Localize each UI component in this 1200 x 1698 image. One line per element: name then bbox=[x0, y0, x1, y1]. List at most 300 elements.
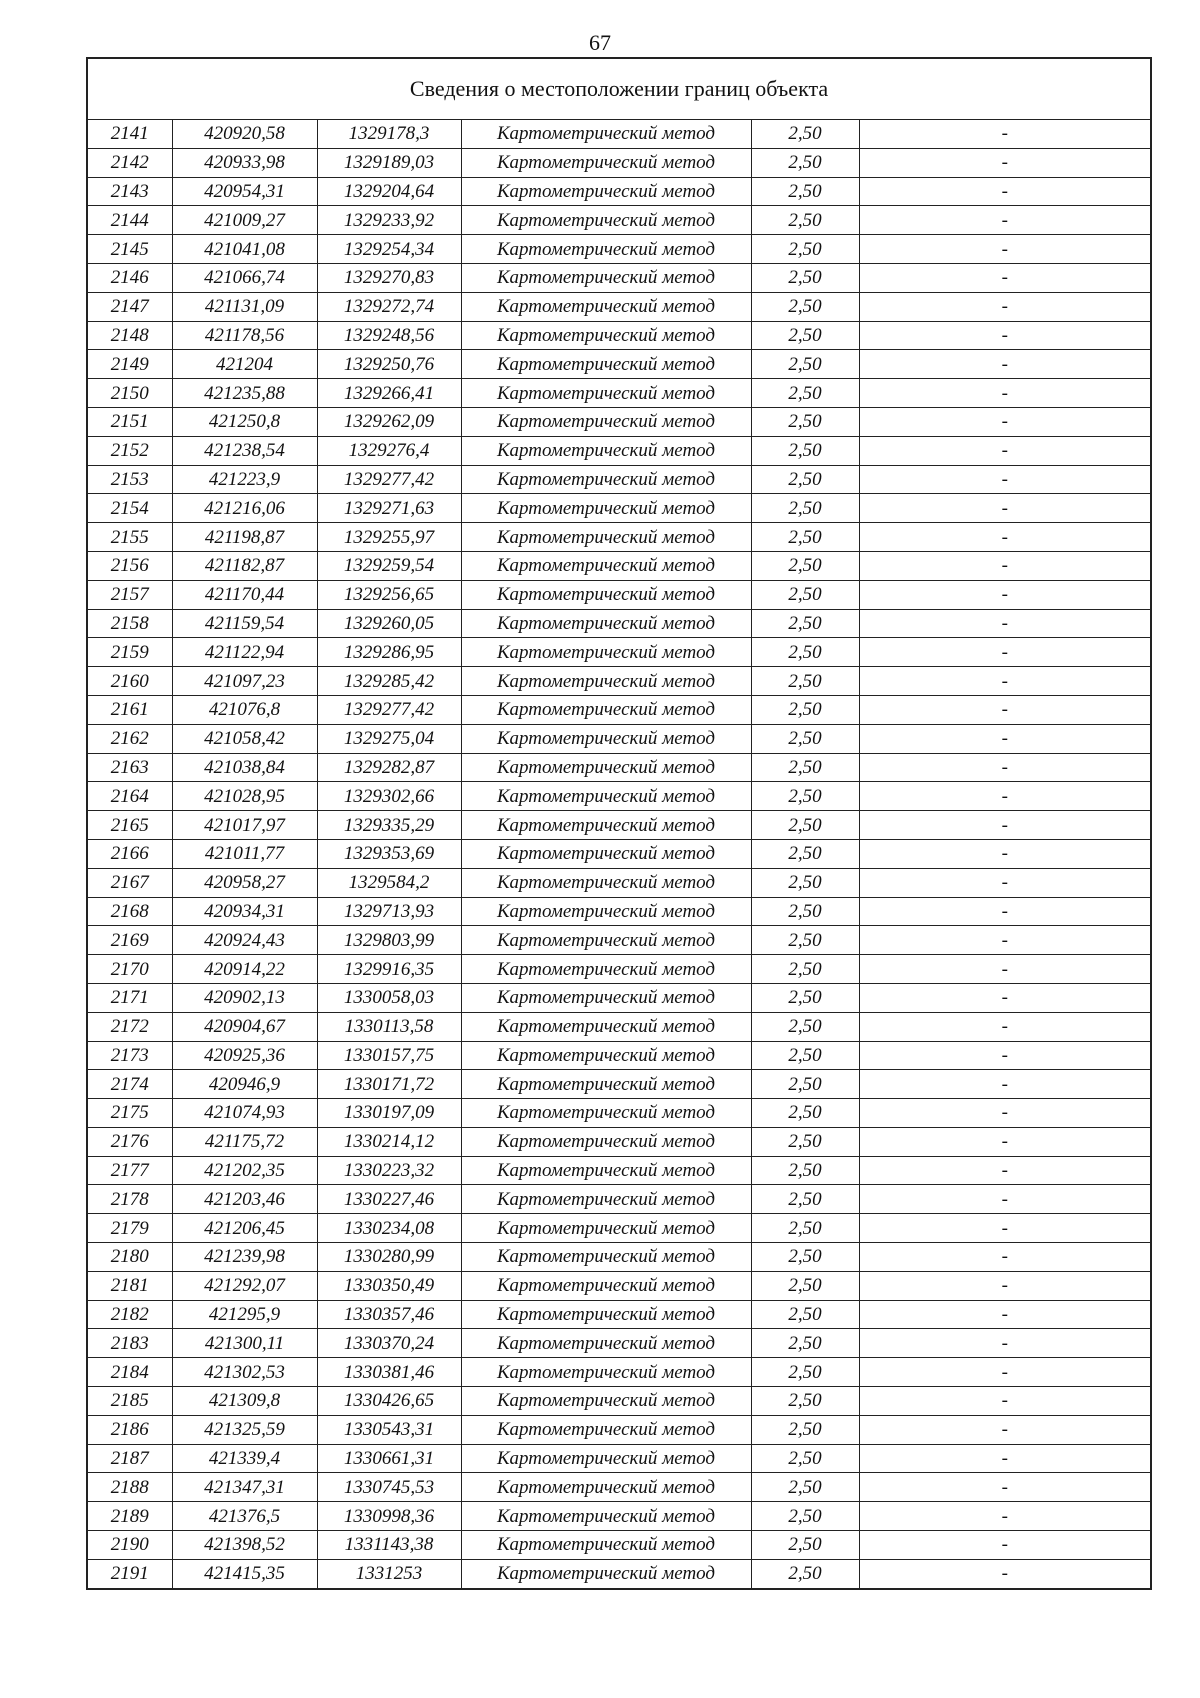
method-cell: Картометрический метод bbox=[461, 206, 751, 235]
table-row bbox=[87, 292, 1151, 321]
point-number-cell: 2143 bbox=[87, 177, 172, 206]
table-row bbox=[87, 1502, 1151, 1531]
y-coordinate-cell: 1329277,42 bbox=[317, 695, 461, 724]
x-coordinate-cell: 421159,54 bbox=[172, 609, 317, 638]
x-coordinate-cell: 421204 bbox=[172, 350, 317, 379]
table-row bbox=[87, 1156, 1151, 1185]
y-coordinate-cell: 1331253 bbox=[317, 1559, 461, 1588]
y-coordinate-cell: 1329260,05 bbox=[317, 609, 461, 638]
description-cell: - bbox=[859, 436, 1151, 465]
method-cell: Картометрический метод bbox=[461, 1300, 751, 1329]
method-cell: Картометрический метод bbox=[461, 580, 751, 609]
x-coordinate-cell: 421292,07 bbox=[172, 1271, 317, 1300]
table-row bbox=[87, 379, 1151, 408]
method-cell: Картометрический метод bbox=[461, 638, 751, 667]
accuracy-cell: 2,50 bbox=[751, 1358, 859, 1387]
method-cell: Картометрический метод bbox=[461, 1012, 751, 1041]
method-cell: Картометрический метод bbox=[461, 494, 751, 523]
table-row bbox=[87, 868, 1151, 897]
accuracy-cell: 2,50 bbox=[751, 724, 859, 753]
y-coordinate-cell: 1329250,76 bbox=[317, 350, 461, 379]
accuracy-cell: 2,50 bbox=[751, 1415, 859, 1444]
method-cell: Картометрический метод bbox=[461, 1127, 751, 1156]
method-cell: Картометрический метод bbox=[461, 1531, 751, 1560]
accuracy-cell: 2,50 bbox=[751, 407, 859, 436]
description-cell: - bbox=[859, 955, 1151, 984]
description-cell: - bbox=[859, 1127, 1151, 1156]
x-coordinate-cell: 421347,31 bbox=[172, 1473, 317, 1502]
y-coordinate-cell: 1330058,03 bbox=[317, 983, 461, 1012]
x-coordinate-cell: 421238,54 bbox=[172, 436, 317, 465]
x-coordinate-cell: 421076,8 bbox=[172, 695, 317, 724]
x-coordinate-cell: 420924,43 bbox=[172, 926, 317, 955]
point-number-cell: 2165 bbox=[87, 811, 172, 840]
y-coordinate-cell: 1329248,56 bbox=[317, 321, 461, 350]
page-number: 67 bbox=[589, 30, 611, 55]
point-number-cell: 2169 bbox=[87, 926, 172, 955]
method-cell: Картометрический метод bbox=[461, 724, 751, 753]
y-coordinate-cell: 1330113,58 bbox=[317, 1012, 461, 1041]
method-cell: Картометрический метод bbox=[461, 926, 751, 955]
table-row bbox=[87, 148, 1151, 177]
x-coordinate-cell: 421325,59 bbox=[172, 1415, 317, 1444]
point-number-cell: 2145 bbox=[87, 235, 172, 264]
y-coordinate-cell: 1330157,75 bbox=[317, 1041, 461, 1070]
y-coordinate-cell: 1330234,08 bbox=[317, 1214, 461, 1243]
method-cell: Картометрический метод bbox=[461, 1214, 751, 1243]
y-coordinate-cell: 1330214,12 bbox=[317, 1127, 461, 1156]
method-cell: Картометрический метод bbox=[461, 1502, 751, 1531]
description-cell: - bbox=[859, 609, 1151, 638]
description-cell: - bbox=[859, 1559, 1151, 1588]
table-row bbox=[87, 1070, 1151, 1099]
point-number-cell: 2142 bbox=[87, 148, 172, 177]
table-row bbox=[87, 1415, 1151, 1444]
y-coordinate-cell: 1330426,65 bbox=[317, 1387, 461, 1416]
y-coordinate-cell: 1329803,99 bbox=[317, 926, 461, 955]
x-coordinate-cell: 421202,35 bbox=[172, 1156, 317, 1185]
method-cell: Картометрический метод bbox=[461, 1559, 751, 1588]
point-number-cell: 2184 bbox=[87, 1358, 172, 1387]
description-cell: - bbox=[859, 638, 1151, 667]
description-cell: - bbox=[859, 897, 1151, 926]
accuracy-cell: 2,50 bbox=[751, 379, 859, 408]
y-coordinate-cell: 1329286,95 bbox=[317, 638, 461, 667]
y-coordinate-cell: 1329277,42 bbox=[317, 465, 461, 494]
accuracy-cell: 2,50 bbox=[751, 1473, 859, 1502]
accuracy-cell: 2,50 bbox=[751, 1502, 859, 1531]
table-row bbox=[87, 1127, 1151, 1156]
x-coordinate-cell: 421250,8 bbox=[172, 407, 317, 436]
y-coordinate-cell: 1330223,32 bbox=[317, 1156, 461, 1185]
accuracy-cell: 2,50 bbox=[751, 811, 859, 840]
description-cell: - bbox=[859, 811, 1151, 840]
description-cell: - bbox=[859, 235, 1151, 264]
y-coordinate-cell: 1330197,09 bbox=[317, 1099, 461, 1128]
table-row bbox=[87, 1271, 1151, 1300]
point-number-cell: 2147 bbox=[87, 292, 172, 321]
method-cell: Картометрический метод bbox=[461, 1099, 751, 1128]
y-coordinate-cell: 1330280,99 bbox=[317, 1243, 461, 1272]
method-cell: Картометрический метод bbox=[461, 1387, 751, 1416]
table-row bbox=[87, 206, 1151, 235]
table-row bbox=[87, 436, 1151, 465]
y-coordinate-cell: 1329275,04 bbox=[317, 724, 461, 753]
point-number-cell: 2164 bbox=[87, 782, 172, 811]
accuracy-cell: 2,50 bbox=[751, 1531, 859, 1560]
point-number-cell: 2159 bbox=[87, 638, 172, 667]
accuracy-cell: 2,50 bbox=[751, 263, 859, 292]
table-row bbox=[87, 321, 1151, 350]
y-coordinate-cell: 1329262,09 bbox=[317, 407, 461, 436]
description-cell: - bbox=[859, 1099, 1151, 1128]
table-header-row bbox=[87, 58, 1151, 120]
table-row bbox=[87, 551, 1151, 580]
point-number-cell: 2173 bbox=[87, 1041, 172, 1070]
table-row bbox=[87, 350, 1151, 379]
accuracy-cell: 2,50 bbox=[751, 1127, 859, 1156]
table-row bbox=[87, 1531, 1151, 1560]
y-coordinate-cell: 1329266,41 bbox=[317, 379, 461, 408]
x-coordinate-cell: 420934,31 bbox=[172, 897, 317, 926]
point-number-cell: 2148 bbox=[87, 321, 172, 350]
y-coordinate-cell: 1329189,03 bbox=[317, 148, 461, 177]
accuracy-cell: 2,50 bbox=[751, 177, 859, 206]
y-coordinate-cell: 1329584,2 bbox=[317, 868, 461, 897]
accuracy-cell: 2,50 bbox=[751, 1243, 859, 1272]
y-coordinate-cell: 1329353,69 bbox=[317, 839, 461, 868]
x-coordinate-cell: 420954,31 bbox=[172, 177, 317, 206]
table-row bbox=[87, 753, 1151, 782]
method-cell: Картометрический метод bbox=[461, 350, 751, 379]
description-cell: - bbox=[859, 177, 1151, 206]
point-number-cell: 2158 bbox=[87, 609, 172, 638]
y-coordinate-cell: 1329916,35 bbox=[317, 955, 461, 984]
y-coordinate-cell: 1330381,46 bbox=[317, 1358, 461, 1387]
x-coordinate-cell: 421066,74 bbox=[172, 263, 317, 292]
method-cell: Картометрический метод bbox=[461, 148, 751, 177]
accuracy-cell: 2,50 bbox=[751, 235, 859, 264]
x-coordinate-cell: 421295,9 bbox=[172, 1300, 317, 1329]
description-cell: - bbox=[859, 983, 1151, 1012]
description-cell: - bbox=[859, 1502, 1151, 1531]
point-number-cell: 2187 bbox=[87, 1444, 172, 1473]
table-row bbox=[87, 494, 1151, 523]
method-cell: Картометрический метод bbox=[461, 1070, 751, 1099]
point-number-cell: 2167 bbox=[87, 868, 172, 897]
accuracy-cell: 2,50 bbox=[751, 782, 859, 811]
accuracy-cell: 2,50 bbox=[751, 897, 859, 926]
method-cell: Картометрический метод bbox=[461, 1473, 751, 1502]
point-number-cell: 2155 bbox=[87, 523, 172, 552]
y-coordinate-cell: 1329178,3 bbox=[317, 120, 461, 149]
table-row bbox=[87, 1300, 1151, 1329]
x-coordinate-cell: 421376,5 bbox=[172, 1502, 317, 1531]
x-coordinate-cell: 421041,08 bbox=[172, 235, 317, 264]
y-coordinate-cell: 1330357,46 bbox=[317, 1300, 461, 1329]
y-coordinate-cell: 1329270,83 bbox=[317, 263, 461, 292]
table-row bbox=[87, 523, 1151, 552]
method-cell: Картометрический метод bbox=[461, 811, 751, 840]
x-coordinate-cell: 421017,97 bbox=[172, 811, 317, 840]
description-cell: - bbox=[859, 407, 1151, 436]
table-row bbox=[87, 580, 1151, 609]
x-coordinate-cell: 420914,22 bbox=[172, 955, 317, 984]
point-number-cell: 2171 bbox=[87, 983, 172, 1012]
y-coordinate-cell: 1329259,54 bbox=[317, 551, 461, 580]
point-number-cell: 2160 bbox=[87, 667, 172, 696]
point-number-cell: 2153 bbox=[87, 465, 172, 494]
x-coordinate-cell: 421038,84 bbox=[172, 753, 317, 782]
table-row bbox=[87, 1185, 1151, 1214]
point-number-cell: 2178 bbox=[87, 1185, 172, 1214]
description-cell: - bbox=[859, 1329, 1151, 1358]
point-number-cell: 2174 bbox=[87, 1070, 172, 1099]
method-cell: Картометрический метод bbox=[461, 465, 751, 494]
table-row bbox=[87, 1329, 1151, 1358]
accuracy-cell: 2,50 bbox=[751, 206, 859, 235]
accuracy-cell: 2,50 bbox=[751, 1185, 859, 1214]
method-cell: Картометрический метод bbox=[461, 839, 751, 868]
method-cell: Картометрический метод bbox=[461, 1271, 751, 1300]
x-coordinate-cell: 421131,09 bbox=[172, 292, 317, 321]
point-number-cell: 2177 bbox=[87, 1156, 172, 1185]
description-cell: - bbox=[859, 551, 1151, 580]
description-cell: - bbox=[859, 1387, 1151, 1416]
accuracy-cell: 2,50 bbox=[751, 580, 859, 609]
accuracy-cell: 2,50 bbox=[751, 292, 859, 321]
description-cell: - bbox=[859, 580, 1151, 609]
description-cell: - bbox=[859, 494, 1151, 523]
point-number-cell: 2180 bbox=[87, 1243, 172, 1272]
point-number-cell: 2172 bbox=[87, 1012, 172, 1041]
x-coordinate-cell: 420925,36 bbox=[172, 1041, 317, 1070]
method-cell: Картометрический метод bbox=[461, 1156, 751, 1185]
accuracy-cell: 2,50 bbox=[751, 1329, 859, 1358]
x-coordinate-cell: 421175,72 bbox=[172, 1127, 317, 1156]
method-cell: Картометрический метод bbox=[461, 1415, 751, 1444]
description-cell: - bbox=[859, 1444, 1151, 1473]
point-number-cell: 2151 bbox=[87, 407, 172, 436]
y-coordinate-cell: 1330370,24 bbox=[317, 1329, 461, 1358]
method-cell: Картометрический метод bbox=[461, 955, 751, 984]
point-number-cell: 2162 bbox=[87, 724, 172, 753]
table-row bbox=[87, 1444, 1151, 1473]
x-coordinate-cell: 420958,27 bbox=[172, 868, 317, 897]
x-coordinate-cell: 420902,13 bbox=[172, 983, 317, 1012]
method-cell: Картометрический метод bbox=[461, 1358, 751, 1387]
accuracy-cell: 2,50 bbox=[751, 1214, 859, 1243]
point-number-cell: 2156 bbox=[87, 551, 172, 580]
table-row bbox=[87, 695, 1151, 724]
y-coordinate-cell: 1331143,38 bbox=[317, 1531, 461, 1560]
accuracy-cell: 2,50 bbox=[751, 667, 859, 696]
method-cell: Картометрический метод bbox=[461, 695, 751, 724]
point-number-cell: 2157 bbox=[87, 580, 172, 609]
table-row bbox=[87, 465, 1151, 494]
description-cell: - bbox=[859, 1358, 1151, 1387]
accuracy-cell: 2,50 bbox=[751, 926, 859, 955]
table-title: Сведения о местоположении границ объекта bbox=[87, 58, 1151, 120]
x-coordinate-cell: 420946,9 bbox=[172, 1070, 317, 1099]
point-number-cell: 2146 bbox=[87, 263, 172, 292]
x-coordinate-cell: 421216,06 bbox=[172, 494, 317, 523]
method-cell: Картометрический метод bbox=[461, 1243, 751, 1272]
description-cell: - bbox=[859, 1185, 1151, 1214]
accuracy-cell: 2,50 bbox=[751, 436, 859, 465]
method-cell: Картометрический метод bbox=[461, 379, 751, 408]
accuracy-cell: 2,50 bbox=[751, 1070, 859, 1099]
y-coordinate-cell: 1329255,97 bbox=[317, 523, 461, 552]
description-cell: - bbox=[859, 695, 1151, 724]
accuracy-cell: 2,50 bbox=[751, 868, 859, 897]
description-cell: - bbox=[859, 120, 1151, 149]
y-coordinate-cell: 1330350,49 bbox=[317, 1271, 461, 1300]
point-number-cell: 2149 bbox=[87, 350, 172, 379]
point-number-cell: 2141 bbox=[87, 120, 172, 149]
accuracy-cell: 2,50 bbox=[751, 1559, 859, 1588]
accuracy-cell: 2,50 bbox=[751, 148, 859, 177]
accuracy-cell: 2,50 bbox=[751, 695, 859, 724]
point-number-cell: 2170 bbox=[87, 955, 172, 984]
method-cell: Картометрический метод bbox=[461, 667, 751, 696]
x-coordinate-cell: 421198,87 bbox=[172, 523, 317, 552]
description-cell: - bbox=[859, 1041, 1151, 1070]
accuracy-cell: 2,50 bbox=[751, 609, 859, 638]
description-cell: - bbox=[859, 1070, 1151, 1099]
table-row bbox=[87, 782, 1151, 811]
y-coordinate-cell: 1330171,72 bbox=[317, 1070, 461, 1099]
x-coordinate-cell: 421122,94 bbox=[172, 638, 317, 667]
accuracy-cell: 2,50 bbox=[751, 839, 859, 868]
method-cell: Картометрический метод bbox=[461, 120, 751, 149]
accuracy-cell: 2,50 bbox=[751, 1099, 859, 1128]
description-cell: - bbox=[859, 292, 1151, 321]
x-coordinate-cell: 421170,44 bbox=[172, 580, 317, 609]
accuracy-cell: 2,50 bbox=[751, 1041, 859, 1070]
y-coordinate-cell: 1329713,93 bbox=[317, 897, 461, 926]
table-row bbox=[87, 1473, 1151, 1502]
point-number-cell: 2183 bbox=[87, 1329, 172, 1358]
description-cell: - bbox=[859, 263, 1151, 292]
accuracy-cell: 2,50 bbox=[751, 1444, 859, 1473]
point-number-cell: 2152 bbox=[87, 436, 172, 465]
point-number-cell: 2181 bbox=[87, 1271, 172, 1300]
table-row bbox=[87, 638, 1151, 667]
table-row bbox=[87, 177, 1151, 206]
x-coordinate-cell: 420920,58 bbox=[172, 120, 317, 149]
point-number-cell: 2190 bbox=[87, 1531, 172, 1560]
method-cell: Картометрический метод bbox=[461, 177, 751, 206]
y-coordinate-cell: 1329256,65 bbox=[317, 580, 461, 609]
accuracy-cell: 2,50 bbox=[751, 494, 859, 523]
description-cell: - bbox=[859, 753, 1151, 782]
point-number-cell: 2161 bbox=[87, 695, 172, 724]
table-row bbox=[87, 811, 1151, 840]
y-coordinate-cell: 1330998,36 bbox=[317, 1502, 461, 1531]
accuracy-cell: 2,50 bbox=[751, 1300, 859, 1329]
accuracy-cell: 2,50 bbox=[751, 465, 859, 494]
description-cell: - bbox=[859, 148, 1151, 177]
table-row bbox=[87, 609, 1151, 638]
description-cell: - bbox=[859, 523, 1151, 552]
boundary-table bbox=[86, 57, 1152, 1590]
accuracy-cell: 2,50 bbox=[751, 321, 859, 350]
description-cell: - bbox=[859, 724, 1151, 753]
point-number-cell: 2144 bbox=[87, 206, 172, 235]
point-number-cell: 2189 bbox=[87, 1502, 172, 1531]
method-cell: Картометрический метод bbox=[461, 263, 751, 292]
description-cell: - bbox=[859, 379, 1151, 408]
method-cell: Картометрический метод bbox=[461, 609, 751, 638]
x-coordinate-cell: 421398,52 bbox=[172, 1531, 317, 1560]
description-cell: - bbox=[859, 839, 1151, 868]
table-row bbox=[87, 1041, 1151, 1070]
method-cell: Картометрический метод bbox=[461, 1185, 751, 1214]
x-coordinate-cell: 421009,27 bbox=[172, 206, 317, 235]
point-number-cell: 2188 bbox=[87, 1473, 172, 1502]
y-coordinate-cell: 1329233,92 bbox=[317, 206, 461, 235]
accuracy-cell: 2,50 bbox=[751, 1012, 859, 1041]
table-row bbox=[87, 983, 1151, 1012]
accuracy-cell: 2,50 bbox=[751, 955, 859, 984]
y-coordinate-cell: 1330661,31 bbox=[317, 1444, 461, 1473]
description-cell: - bbox=[859, 465, 1151, 494]
accuracy-cell: 2,50 bbox=[751, 1156, 859, 1185]
method-cell: Картометрический метод bbox=[461, 868, 751, 897]
x-coordinate-cell: 421011,77 bbox=[172, 839, 317, 868]
x-coordinate-cell: 420904,67 bbox=[172, 1012, 317, 1041]
point-number-cell: 2163 bbox=[87, 753, 172, 782]
description-cell: - bbox=[859, 1473, 1151, 1502]
x-coordinate-cell: 421235,88 bbox=[172, 379, 317, 408]
description-cell: - bbox=[859, 1300, 1151, 1329]
x-coordinate-cell: 421097,23 bbox=[172, 667, 317, 696]
point-number-cell: 2185 bbox=[87, 1387, 172, 1416]
description-cell: - bbox=[859, 321, 1151, 350]
x-coordinate-cell: 421028,95 bbox=[172, 782, 317, 811]
table-row bbox=[87, 839, 1151, 868]
accuracy-cell: 2,50 bbox=[751, 523, 859, 552]
y-coordinate-cell: 1329204,64 bbox=[317, 177, 461, 206]
table-row bbox=[87, 926, 1151, 955]
method-cell: Картометрический метод bbox=[461, 292, 751, 321]
method-cell: Картометрический метод bbox=[461, 753, 751, 782]
point-number-cell: 2179 bbox=[87, 1214, 172, 1243]
table-row bbox=[87, 955, 1151, 984]
y-coordinate-cell: 1329285,42 bbox=[317, 667, 461, 696]
table-row bbox=[87, 667, 1151, 696]
x-coordinate-cell: 421239,98 bbox=[172, 1243, 317, 1272]
table-row bbox=[87, 1012, 1151, 1041]
accuracy-cell: 2,50 bbox=[751, 983, 859, 1012]
x-coordinate-cell: 421223,9 bbox=[172, 465, 317, 494]
description-cell: - bbox=[859, 350, 1151, 379]
description-cell: - bbox=[859, 667, 1151, 696]
y-coordinate-cell: 1330227,46 bbox=[317, 1185, 461, 1214]
table-row bbox=[87, 263, 1151, 292]
x-coordinate-cell: 421182,87 bbox=[172, 551, 317, 580]
point-number-cell: 2175 bbox=[87, 1099, 172, 1128]
method-cell: Картометрический метод bbox=[461, 983, 751, 1012]
description-cell: - bbox=[859, 868, 1151, 897]
y-coordinate-cell: 1329271,63 bbox=[317, 494, 461, 523]
accuracy-cell: 2,50 bbox=[751, 638, 859, 667]
method-cell: Картометрический метод bbox=[461, 523, 751, 552]
table-row bbox=[87, 120, 1151, 149]
method-cell: Картометрический метод bbox=[461, 1329, 751, 1358]
y-coordinate-cell: 1329272,74 bbox=[317, 292, 461, 321]
